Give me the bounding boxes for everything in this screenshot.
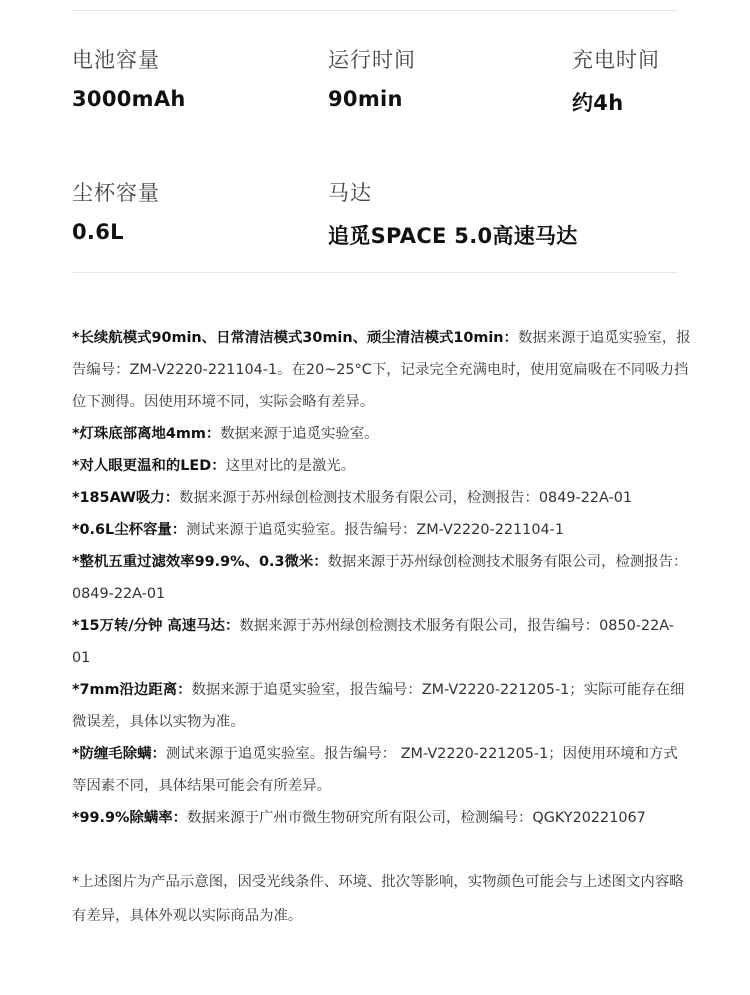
footnote-text: 数据来源于苏州绿创检测技术服务有限公司，检测报告：0849-22A-01	[72, 554, 688, 602]
footnote-title: *185AW吸力：	[72, 490, 180, 506]
footnote-text: 数据来源于苏州绿创检测技术服务有限公司，检测报告：0849-22A-01	[179, 490, 633, 506]
spec-label: 马达	[328, 181, 372, 205]
footnote-text: 数据来源于追觅实验室，报告编号：ZM-V2220-221205-1；实际可能存在细微误差，具体以实物为准。	[72, 682, 685, 730]
spec-value: 90min	[328, 87, 403, 111]
footnote-title: *99.9%除螨率：	[72, 810, 188, 826]
spec-label: 尘杯容量	[72, 181, 160, 205]
disclaimer: *上述图片为产品示意图，因受光线条件、环境、批次等影响，实物颜色可能会与上述图文内容略有差异，具体外观以实际商品为准。	[72, 874, 684, 924]
footnote	[72, 546, 692, 610]
footnote-text: 测试来源于追觅实验室。报告编号：ZM-V2220-221104-1	[186, 522, 564, 538]
footnote-text: 数据来源于追觅实验室，报告编号：ZM-V2220-221104-1。在20~25°C下，记录完全充满电时，使用宽扁吸在不同吸力挡位下测得。因使用环境不同，实际会略有差异。	[72, 330, 691, 410]
spec-battery	[72, 44, 186, 111]
spec-label: 充电时间	[572, 48, 660, 72]
footnote-title: *0.6L尘杯容量：	[72, 522, 187, 538]
footnote	[72, 322, 692, 418]
footnote-title: *15万转/分钟 高速马达：	[72, 618, 240, 634]
footnote	[72, 418, 692, 450]
footnote	[72, 610, 692, 674]
footnote-title: *对人眼更温和的LED：	[72, 458, 226, 474]
spec-dust-cup	[72, 177, 160, 244]
top-divider	[72, 10, 678, 11]
spec-runtime	[328, 44, 416, 111]
footnote-text: 测试来源于追觅实验室。报告编号： ZM-V2220-221205-1；因使用环境和方式等因素不同，具体结果可能会有所差异。	[72, 746, 678, 794]
footnote-title: *防缠毛除螨：	[72, 746, 166, 762]
spec-label: 电池容量	[72, 48, 160, 72]
footnotes	[72, 322, 692, 834]
footnote	[72, 482, 692, 514]
spec-value: 约4h	[572, 91, 624, 115]
spec-value: 3000mAh	[72, 87, 186, 111]
footnote	[72, 674, 692, 738]
footnote-text: 数据来源于广州市微生物研究所有限公司，检测编号：QGKY20221067	[187, 810, 646, 826]
footnote	[72, 802, 692, 834]
footnote	[72, 450, 692, 482]
spec-label: 运行时间	[328, 48, 416, 72]
footnote	[72, 514, 692, 546]
spec-value: 追觅SPACE 5.0高速马达	[328, 224, 578, 248]
footnote-title: *7mm沿边距离：	[72, 682, 192, 698]
spec-value: 0.6L	[72, 220, 124, 244]
footnote-text: 这里对比的是激光。	[225, 458, 356, 474]
footnote-title: *灯珠底部离地4mm：	[72, 426, 221, 442]
footnote-title: *长续航模式90min、日常清洁模式30min、顽尘清洁模式10min：	[72, 330, 518, 346]
spec-charge-time	[572, 44, 660, 117]
spec-motor	[328, 177, 578, 250]
footnote	[72, 738, 692, 802]
specs-divider	[72, 272, 678, 273]
footnote-title: *整机五重过滤效率99.9%、0.3微米：	[72, 554, 328, 570]
footnote-text: 数据来源于追觅实验室。	[220, 426, 379, 442]
footnote-text: 数据来源于苏州绿创检测技术服务有限公司，报告编号：0850-22A-01	[72, 618, 674, 666]
